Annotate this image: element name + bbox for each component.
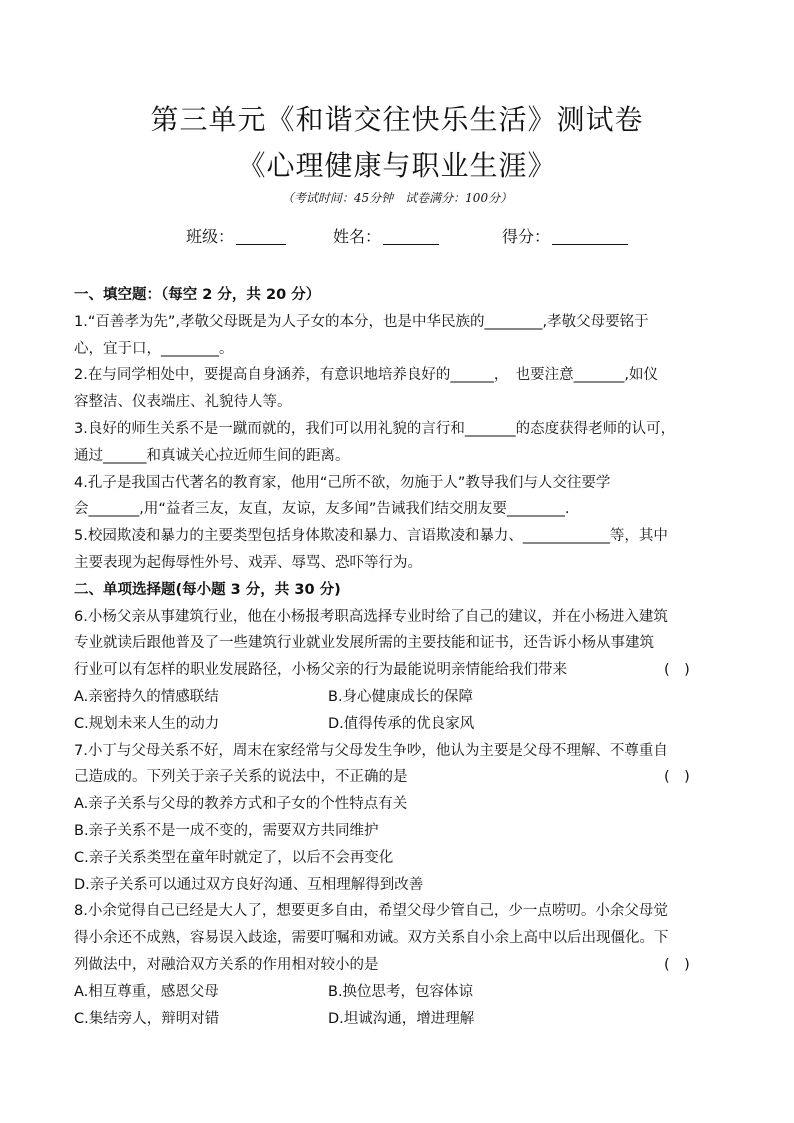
question-7-line bbox=[74, 764, 734, 791]
class-field bbox=[186, 224, 286, 247]
answer-paren[interactable]: ( ) bbox=[664, 956, 690, 973]
question-8-options-row bbox=[74, 979, 734, 1006]
question-7-stem-end: 己造成的。下列关于亲子关系的说法中，不正确的是 bbox=[74, 769, 408, 786]
score-field bbox=[502, 224, 628, 247]
option-a[interactable]: A.相互尊重，感恩父母 bbox=[74, 983, 219, 1000]
course-title: 《心理健康与职业生涯》 bbox=[237, 149, 557, 182]
option-c[interactable]: C.亲子关系类型在童年时就定了，以后不会再变化 bbox=[74, 849, 394, 866]
section-heading-multiple-choice: 二、单项选择题(每小题 3 分，共 30 分) bbox=[74, 581, 341, 598]
question-line: 4.孔子是我国古代著名的教育家，他用“己所不欲，勿施于人”教导我们与人交往要学 bbox=[74, 474, 611, 491]
question-line: 容整洁、仪表端庄、礼貌待人等。 bbox=[74, 394, 292, 411]
question-line: 会_______,用“益者三友，友直，友谅，友多闻”告诫我们结交朋友要________. bbox=[74, 501, 570, 518]
question-6-options-row bbox=[74, 711, 734, 738]
exam-body bbox=[74, 282, 734, 1032]
section-heading-fill-blank: 一、填空题：（每空 2 分，共 20 分） bbox=[74, 287, 321, 303]
option-b[interactable]: B.身心健康成长的保障 bbox=[328, 688, 474, 705]
question-line: 5.校园欺凌和暴力的主要类型包括身体欺凌和暴力、言语欺凌和暴力、____________等，其中 bbox=[74, 528, 668, 545]
class-label: 班级： bbox=[186, 227, 235, 246]
question-6-line: 专业就读后跟他普及了一些建筑行业就业发展所需的主要技能和证书，还告诉小杨从事建筑 bbox=[74, 635, 654, 652]
class-blank[interactable] bbox=[236, 228, 286, 245]
score-label: 得分： bbox=[502, 227, 551, 246]
question-6-stem-end: 行业可以有怎样的职业发展路径，小杨父亲的行为最能说明亲情能给我们带来 bbox=[74, 662, 567, 679]
name-blank[interactable] bbox=[383, 228, 439, 245]
option-b[interactable]: B.亲子关系不是一成不变的，需要双方共同维护 bbox=[74, 822, 379, 839]
question-line: 心，宜于口，________。 bbox=[74, 340, 234, 357]
question-6-line bbox=[74, 657, 734, 684]
question-line: 1.“百善孝为先”,孝敬父母既是为人子女的本分，也是中华民族的________,孝敬父母要铭于 bbox=[74, 313, 649, 330]
exam-note: （考试时间：45分钟 试卷满分：100分） bbox=[281, 191, 513, 205]
score-blank[interactable] bbox=[552, 228, 628, 245]
question-line: 2.在与同学相处中，要提高自身涵养，有意识地培养良好的______， 也要注意_______,如仪 bbox=[74, 367, 658, 384]
exam-title: 第三单元《和谐交往快乐生活》测试卷 bbox=[150, 103, 644, 136]
name-field bbox=[333, 224, 439, 247]
question-line: 主要表现为起侮辱性外号、戏弄、辱骂、恐吓等行为。 bbox=[74, 554, 422, 571]
option-d[interactable]: D.坦诚沟通，增进理解 bbox=[328, 1010, 475, 1027]
question-line: 通过______和真诚关心拉近师生间的距离。 bbox=[74, 447, 350, 464]
option-a[interactable]: A.亲密持久的情感联结 bbox=[74, 688, 219, 705]
option-d[interactable]: D.值得传承的优良家风 bbox=[328, 715, 475, 732]
question-8-line bbox=[74, 952, 734, 979]
student-info-row bbox=[186, 224, 656, 246]
question-6-line: 6.小杨父亲从事建筑行业，他在小杨报考职高选择专业时给了自己的建议，并在小杨进入建筑 bbox=[74, 608, 668, 625]
question-8-options-row bbox=[74, 1006, 734, 1033]
question-8-line: 8.小余觉得自己已经是大人了，想要更多自由，希望父母少管自己，少一点唠叨。小余父母觉 bbox=[74, 903, 668, 920]
option-c[interactable]: C.规划未来人生的动力 bbox=[74, 715, 220, 732]
option-a[interactable]: A.亲子关系与父母的教养方式和子女的个性特点有关 bbox=[74, 796, 408, 813]
question-line: 3.良好的师生关系不是一蹴而就的，我们可以用礼貌的言行和_______的态度获得老师的认可， bbox=[74, 420, 676, 437]
option-c[interactable]: C.集结旁人，辩明对错 bbox=[74, 1010, 220, 1027]
name-label: 姓名： bbox=[333, 227, 382, 246]
question-8-line: 得小余还不成熟，容易误入歧途，需要叮嘱和劝诫。双方关系自小余上高中以后出现僵化。下 bbox=[74, 930, 669, 947]
question-6-options-row bbox=[74, 684, 734, 711]
question-8-stem-end: 列做法中，对融洽双方关系的作用相对较小的是 bbox=[74, 956, 379, 973]
answer-paren[interactable]: ( ) bbox=[664, 662, 690, 679]
answer-paren[interactable]: ( ) bbox=[664, 769, 690, 786]
option-d[interactable]: D.亲子关系可以通过双方良好沟通、互相理解得到改善 bbox=[74, 876, 424, 893]
option-b[interactable]: B.换位思考，包容体谅 bbox=[328, 983, 474, 1000]
question-7-line: 7.小丁与父母关系不好，周末在家经常与父母发生争吵，他认为主要是父母不理解、不尊重自 bbox=[74, 742, 668, 759]
